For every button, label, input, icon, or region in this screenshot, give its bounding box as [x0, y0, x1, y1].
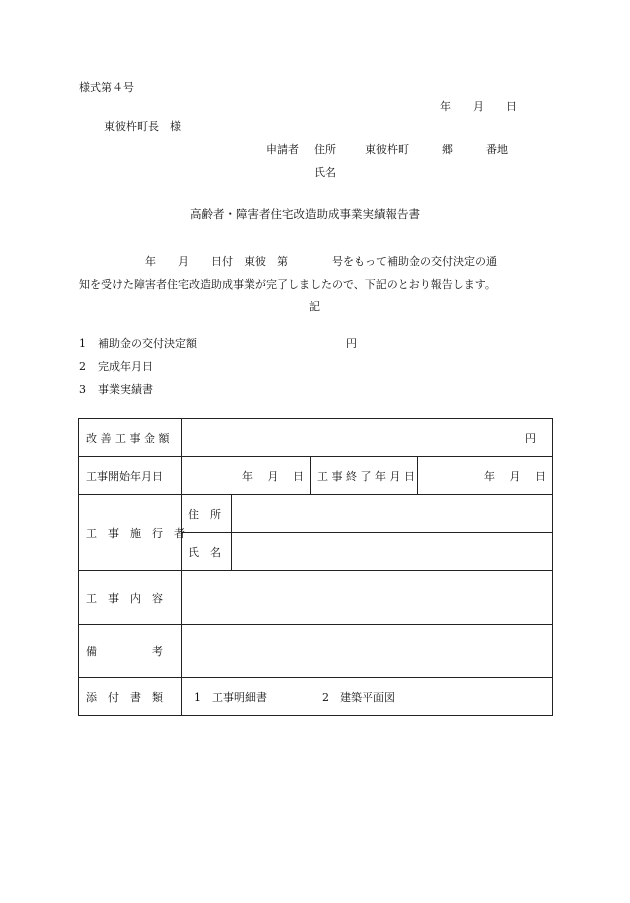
contractor-name-label: 氏 名: [182, 533, 232, 571]
cost-row: [79, 419, 553, 457]
item-3-text: 事業実績書: [98, 383, 153, 396]
applicant-label: 申請者: [266, 143, 299, 156]
attachments-value: 1 工事明細書 2 建築平面図: [182, 678, 553, 716]
ki-heading: 記: [309, 300, 320, 313]
item-3-number: 3: [79, 383, 86, 396]
form-number: 様式第４号: [79, 81, 134, 94]
attachments-row: [79, 678, 553, 716]
cost-label: 改 善 工 事 金 額: [79, 419, 182, 457]
applicant-name-label: 氏名: [314, 166, 336, 179]
content-field[interactable]: [182, 571, 553, 625]
remarks-row: [79, 625, 553, 678]
item-2-number: 2: [79, 360, 86, 373]
content-row: [79, 571, 553, 625]
start-date-label: 工事開始年月日: [79, 457, 182, 495]
results-table: [78, 418, 553, 716]
item-1-unit: 円: [346, 337, 357, 350]
applicant-address-label: 住所: [314, 143, 336, 156]
start-date-value[interactable]: 年 月 日: [182, 457, 311, 495]
content-label: 工 事 内 容: [79, 571, 182, 625]
addressee: 東彼杵町長 様: [104, 120, 181, 133]
body-line-1: 年 月 日付 東彼 第 号をもって補助金の交付決定の通: [145, 255, 497, 268]
item-2-text: 完成年月日: [98, 360, 153, 373]
item-1-text: 補助金の交付決定額: [98, 337, 197, 350]
end-date-label: 工 事 終 了 年 月 日: [311, 457, 418, 495]
cost-value[interactable]: 円: [182, 419, 553, 457]
remarks-label: 備 考: [79, 625, 182, 678]
document-title: 高齢者・障害者住宅改造助成事業実績報告書: [190, 207, 420, 221]
body-line-2: 知を受けた障害者住宅改造助成事業が完了しましたので、下記のとおり報告します。: [79, 278, 496, 291]
date-line: 年 月 日: [440, 100, 517, 113]
item-1-number: 1: [79, 337, 86, 350]
contractor-name-field[interactable]: [232, 533, 553, 571]
contractor-address-label: 住 所: [182, 495, 232, 533]
contractor-label: 工 事 施 行 者: [79, 495, 182, 571]
period-row: [79, 457, 553, 495]
attachments-label: 添 付 書 類: [79, 678, 182, 716]
applicant-address-value: 東彼杵町 郷 番地: [365, 143, 508, 156]
end-date-value[interactable]: 年 月 日: [418, 457, 553, 495]
remarks-field[interactable]: [182, 625, 553, 678]
contractor-address-row: [79, 495, 553, 533]
contractor-address-field[interactable]: [232, 495, 553, 533]
